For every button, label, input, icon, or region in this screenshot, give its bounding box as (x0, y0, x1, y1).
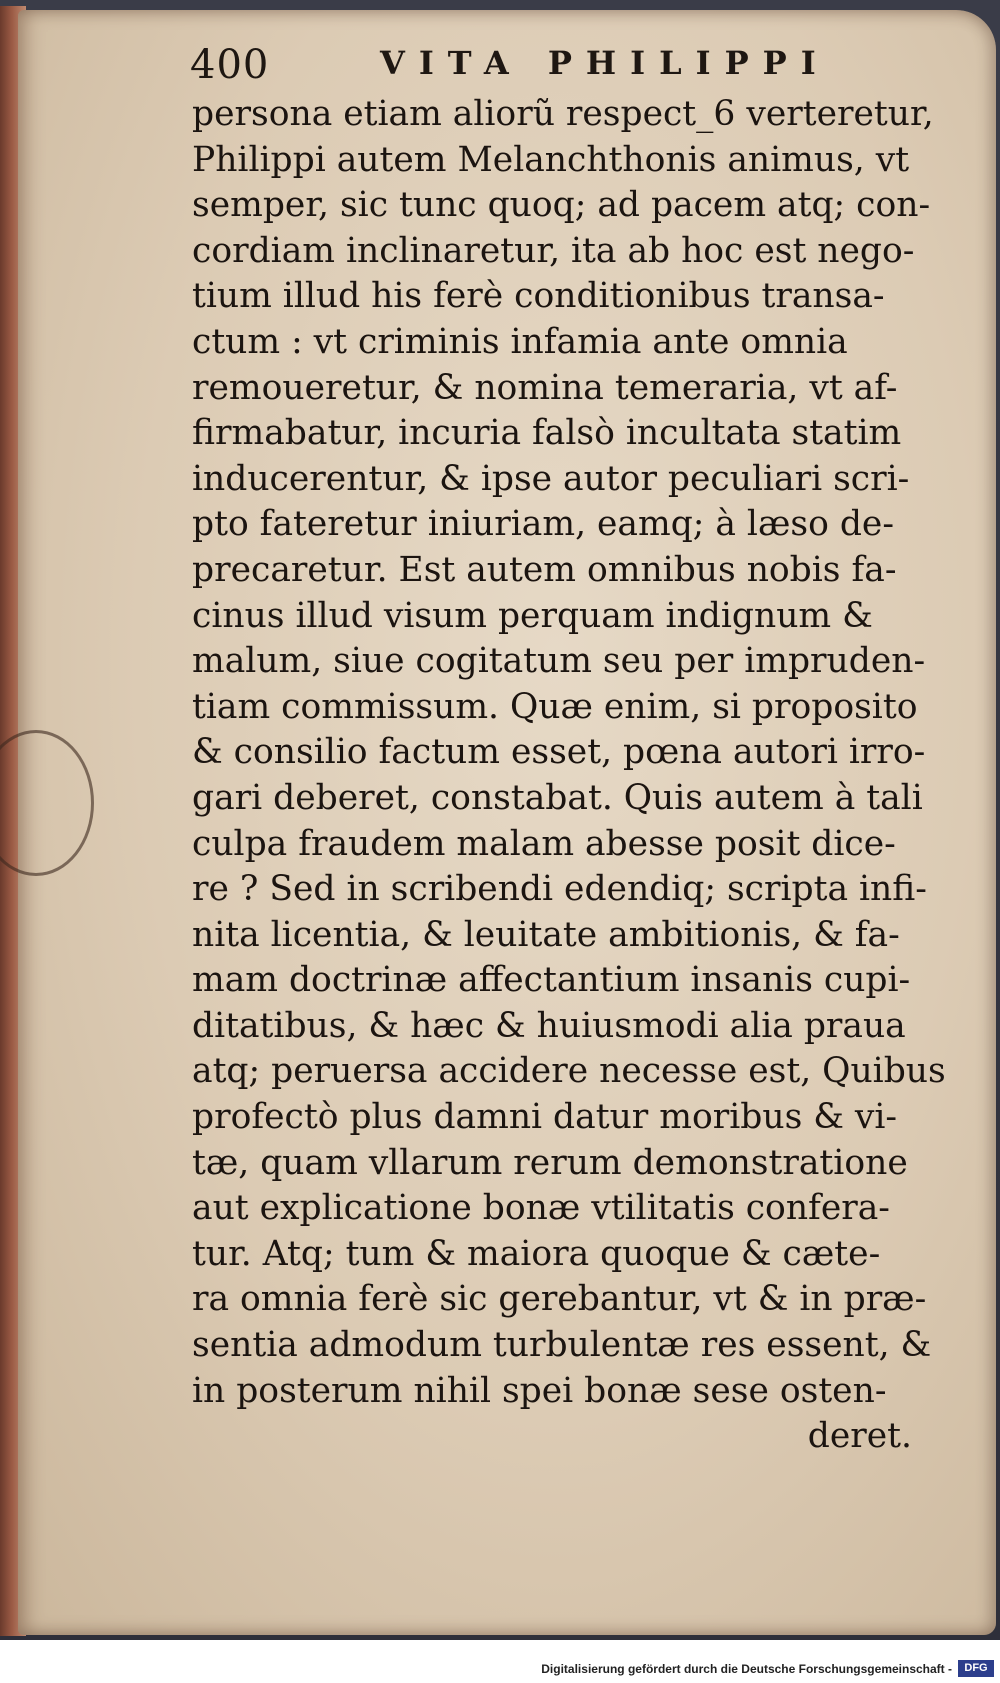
text-line: mam doctrinæ affectantium insanis cupi- (192, 960, 911, 1001)
body-text (192, 92, 946, 1460)
text-line: ra omnia ferè sic gerebantur, vt & in præ- (192, 1279, 927, 1320)
text-line: persona etiam aliorũ respect_6 verteretur, (192, 94, 934, 134)
text-line: nita licentia, & leuitate ambitionis, & fa- (192, 914, 900, 955)
text-line: pto fateretur iniuriam, eamq; à læso de- (192, 504, 894, 545)
clasp-shadow (0, 730, 94, 876)
text-line-catchword: deret. (807, 1416, 912, 1457)
text-line: profectò plus damni datur moribus & vi- (192, 1097, 898, 1138)
text-line: firmabatur, incuria falsò incultata statim (192, 413, 902, 454)
digitization-footer (0, 1640, 1000, 1683)
text-line: cordiam inclinaretur, ita ab hoc est nego- (192, 230, 915, 271)
text-line: ctum : vt criminis infamia ante omnia (192, 321, 848, 362)
text-line: atq; peruersa accidere necesse est, Quibus (192, 1051, 946, 1092)
text-line: Philippi autem Melanchthonis animus, vt (192, 139, 910, 180)
text-line: culpa fraudem malam abesse posit dice- (192, 823, 896, 864)
text-line: in posterum nihil spei bonæ sese osten- (192, 1370, 887, 1411)
text-line: tæ, quam vllarum rerum demonstratione (192, 1142, 908, 1183)
text-line: re ? Sed in scribendi edendiq; scripta infi- (192, 869, 927, 910)
text-line: remoueretur, & nomina temeraria, vt af- (192, 367, 898, 408)
text-line: sentia admodum turbulentæ res essent, & (192, 1325, 932, 1366)
text-line: aut explicatione bonæ vtilitatis confera- (192, 1188, 890, 1229)
text-line: ditatibus, & hæc & huiusmodi alia praua (192, 1005, 906, 1046)
page-number: 400 (190, 42, 270, 88)
text-line: gari deberet, constabat. Quis autem à tali (192, 777, 923, 818)
text-line: inducerentur, & ipse autor peculiari scri- (192, 458, 910, 499)
running-title: VITA PHILIPPI (380, 44, 830, 82)
text-line: malum, siue cogitatum seu per impruden- (192, 641, 926, 682)
text-line: & consilio factum esset, pœna autori irro- (192, 732, 926, 773)
dfg-logo-icon: DFG (958, 1660, 994, 1677)
funding-credit: Digitalisierung gefördert durch die Deutsche Forschungsgemeinschaft - (541, 1662, 952, 1676)
text-line: tur. Atq; tum & maiora quoque & cæte- (192, 1233, 881, 1274)
text-line: precaretur. Est autem omnibus nobis fa- (192, 549, 897, 590)
running-head (190, 42, 830, 92)
text-line: tium illud his ferè conditionibus transa- (192, 276, 885, 317)
text-line: cinus illud visum perquam indignum & (192, 595, 873, 636)
text-line: tiam commissum. Quæ enim, si proposito (192, 686, 918, 727)
text-line: semper, sic tunc quoq; ad pacem atq; con- (192, 185, 931, 226)
